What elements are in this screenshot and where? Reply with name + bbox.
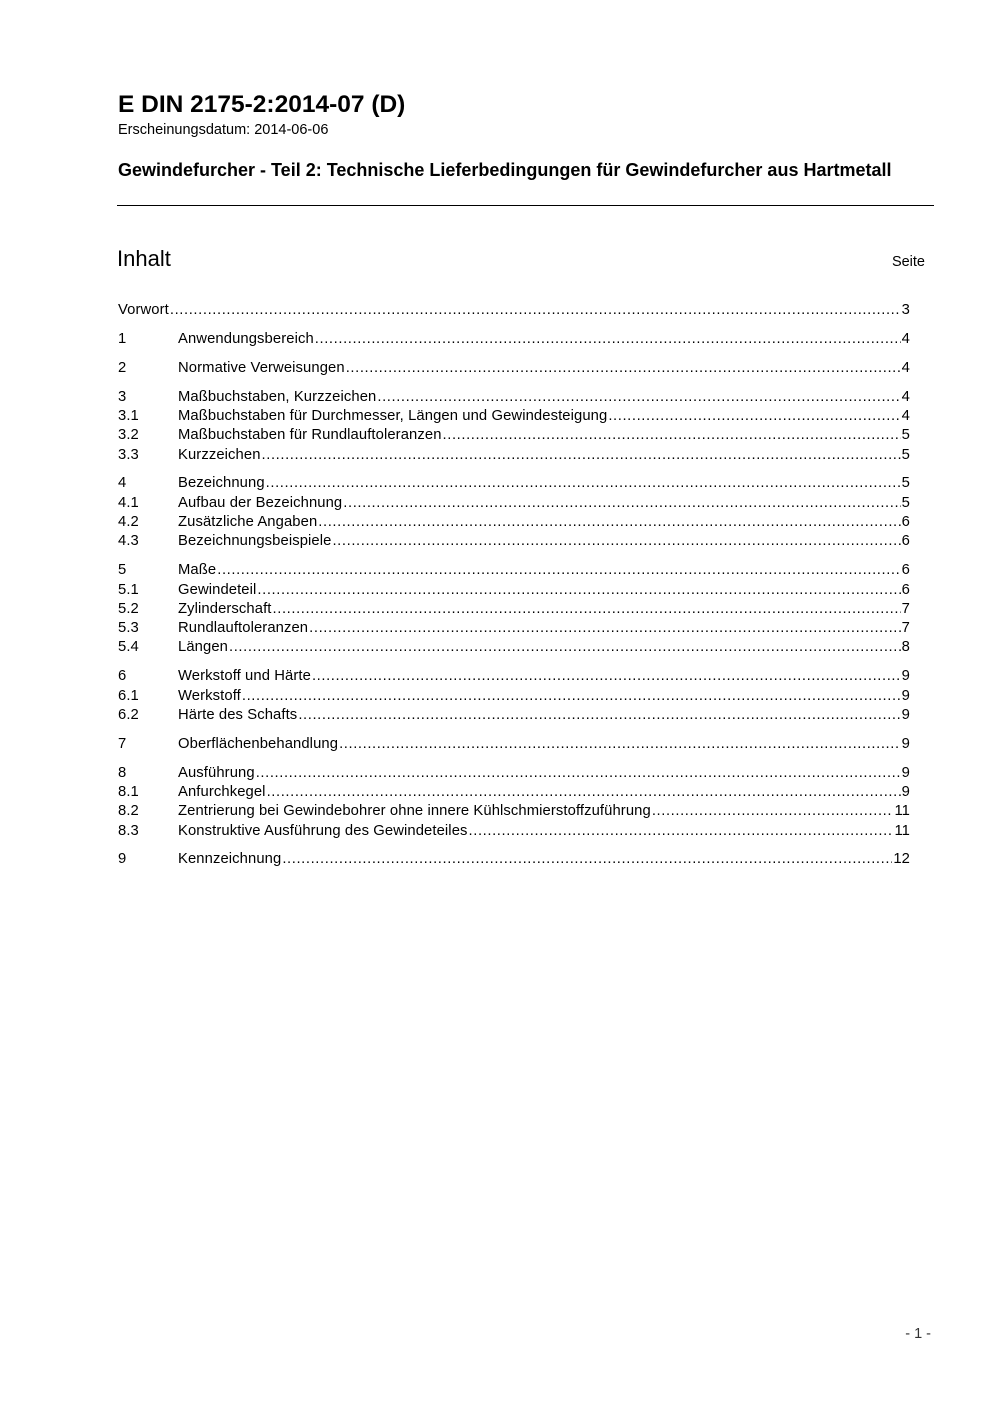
toc-entry[interactable] bbox=[118, 822, 910, 841]
toc-dot-leader bbox=[318, 513, 900, 532]
toc-entry-page: 3 bbox=[901, 302, 910, 318]
toc-entry-label[interactable]: Vorwort bbox=[118, 302, 169, 318]
toc-entry[interactable] bbox=[118, 802, 910, 821]
toc-entry-page: 11 bbox=[894, 822, 910, 839]
toc-entry-label[interactable]: Kennzeichnung bbox=[178, 851, 282, 868]
document-title: Gewindefurcher - Teil 2: Technische Lieferbedingungen für Gewindefurcher aus Hartmetall bbox=[118, 160, 892, 180]
toc-entry-number: 5 bbox=[118, 562, 127, 579]
toc-dot-leader bbox=[273, 600, 901, 619]
toc-entry-number: 5.3 bbox=[118, 620, 139, 637]
toc-entry[interactable] bbox=[118, 388, 910, 407]
toc-entry-label[interactable]: Werkstoff bbox=[178, 687, 241, 704]
toc-entry-label[interactable]: Bezeichnung bbox=[178, 475, 265, 492]
toc-entry[interactable] bbox=[118, 600, 910, 619]
toc-entry[interactable] bbox=[118, 301, 910, 320]
toc-dot-leader bbox=[262, 446, 901, 465]
toc-entry-page: 4 bbox=[901, 407, 910, 424]
toc-entry-number: 8.3 bbox=[118, 822, 139, 839]
toc-dot-leader bbox=[309, 619, 901, 638]
toc-entry-page: 12 bbox=[893, 851, 910, 868]
toc-dot-leader bbox=[346, 359, 901, 378]
toc-entry-label[interactable]: Ausführung bbox=[178, 764, 255, 781]
toc-dot-leader bbox=[443, 426, 901, 445]
toc-dot-leader bbox=[652, 802, 894, 821]
page-number: - 1 - bbox=[905, 1326, 931, 1342]
toc-entry-page: 9 bbox=[901, 764, 910, 781]
toc-entry-page: 5 bbox=[901, 427, 910, 444]
toc-entry[interactable] bbox=[118, 446, 910, 465]
publication-date: Erscheinungsdatum: 2014-06-06 bbox=[118, 122, 329, 138]
toc-entry-number: 3.2 bbox=[118, 427, 139, 444]
toc-entry-page: 4 bbox=[901, 388, 910, 405]
toc-entry-page: 6 bbox=[901, 562, 910, 579]
toc-entry-number: 6.2 bbox=[118, 706, 139, 723]
toc-entry-page: 5 bbox=[901, 475, 910, 492]
toc-entry-page: 11 bbox=[894, 803, 910, 820]
toc-entry[interactable] bbox=[118, 330, 910, 349]
toc-dot-leader bbox=[343, 494, 900, 513]
table-of-contents bbox=[118, 301, 910, 870]
toc-entry-label[interactable]: Anwendungsbereich bbox=[178, 330, 314, 347]
toc-entry-page: 6 bbox=[901, 514, 910, 531]
toc-entry-page: 9 bbox=[901, 668, 910, 685]
toc-entry[interactable] bbox=[118, 494, 910, 513]
toc-dot-leader bbox=[256, 764, 901, 783]
toc-dot-leader bbox=[312, 667, 901, 686]
toc-entry-number: 5.2 bbox=[118, 600, 139, 617]
toc-dot-leader bbox=[282, 850, 892, 869]
toc-entry-label[interactable]: Normative Verweisungen bbox=[178, 359, 345, 376]
toc-entry[interactable] bbox=[118, 638, 910, 657]
toc-entry-number: 5.4 bbox=[118, 639, 139, 656]
toc-entry-label[interactable]: Maßbuchstaben, Kurzzeichen bbox=[178, 388, 377, 405]
toc-entry-page: 9 bbox=[901, 706, 910, 723]
toc-dot-leader bbox=[339, 735, 901, 754]
toc-entry-number: 4.3 bbox=[118, 533, 139, 550]
toc-entry-number: 6 bbox=[118, 668, 127, 685]
toc-entry-number: 7 bbox=[118, 735, 127, 752]
toc-entry-number: 3.1 bbox=[118, 407, 139, 424]
toc-entry-page: 4 bbox=[901, 359, 910, 376]
toc-entry-page: 4 bbox=[901, 330, 910, 347]
toc-entry-page: 5 bbox=[901, 494, 910, 511]
toc-entry-number: 4.1 bbox=[118, 494, 139, 511]
toc-dot-leader bbox=[242, 687, 901, 706]
toc-entry[interactable] bbox=[118, 581, 910, 600]
toc-dot-leader bbox=[257, 581, 900, 600]
toc-entry-number: 3.3 bbox=[118, 446, 139, 463]
title-divider bbox=[117, 205, 934, 206]
toc-entry-label[interactable]: Bezeichnungsbeispiele bbox=[178, 533, 332, 550]
toc-dot-leader bbox=[267, 783, 901, 802]
toc-entry-label[interactable]: Konstruktive Ausführung des Gewindeteiles bbox=[178, 822, 468, 839]
toc-dot-leader bbox=[266, 474, 901, 493]
toc-entry[interactable] bbox=[118, 735, 910, 754]
toc-entry[interactable] bbox=[118, 850, 910, 869]
toc-entry-number: 5.1 bbox=[118, 581, 139, 598]
toc-dot-leader bbox=[469, 822, 894, 841]
toc-entry-page: 7 bbox=[901, 600, 910, 617]
toc-entry-page: 6 bbox=[901, 533, 910, 550]
toc-entry-number: 6.1 bbox=[118, 687, 139, 704]
toc-entry[interactable] bbox=[118, 532, 910, 551]
toc-entry[interactable] bbox=[118, 619, 910, 638]
toc-entry-label[interactable]: Werkstoff und Härte bbox=[178, 668, 311, 685]
toc-entry-label[interactable]: Maße bbox=[178, 562, 217, 579]
toc-entry[interactable] bbox=[118, 561, 910, 580]
toc-entry-label[interactable]: Gewindeteil bbox=[178, 581, 257, 598]
toc-entry-label[interactable]: Längen bbox=[178, 639, 228, 656]
toc-entry-label[interactable]: Zentrierung bei Gewindebohrer ohne innere Kühlschmierstoffzuführung bbox=[178, 803, 651, 820]
toc-entry-label[interactable]: Maßbuchstaben für Durchmesser, Längen und Gewindesteigung bbox=[178, 407, 608, 424]
toc-entry[interactable] bbox=[118, 426, 910, 445]
toc-entry-number: 3 bbox=[118, 388, 127, 405]
toc-entry-number: 1 bbox=[118, 330, 127, 347]
toc-entry[interactable] bbox=[118, 407, 910, 426]
toc-entry-number: 8.2 bbox=[118, 803, 139, 820]
toc-entry[interactable] bbox=[118, 783, 910, 802]
toc-entry-label[interactable]: Zusätzliche Angaben bbox=[178, 514, 318, 531]
toc-dot-leader bbox=[170, 301, 901, 320]
toc-dot-leader bbox=[217, 561, 900, 580]
toc-entry-label[interactable]: Härte des Schafts bbox=[178, 706, 298, 723]
toc-dot-leader bbox=[298, 706, 900, 725]
toc-entry-page: 9 bbox=[901, 735, 910, 752]
document-id: E DIN 2175-2:2014-07 (D) bbox=[118, 91, 406, 118]
toc-entry[interactable] bbox=[118, 359, 910, 378]
toc-entry[interactable] bbox=[118, 706, 910, 725]
toc-entry-number: 2 bbox=[118, 359, 127, 376]
toc-entry[interactable] bbox=[118, 687, 910, 706]
toc-dot-leader bbox=[377, 388, 900, 407]
toc-dot-leader bbox=[229, 638, 901, 657]
toc-entry[interactable] bbox=[118, 513, 910, 532]
toc-entry-label[interactable]: Zylinderschaft bbox=[178, 600, 272, 617]
toc-entry-page: 8 bbox=[901, 639, 910, 656]
toc-entry-number: 4 bbox=[118, 475, 127, 492]
toc-entry-page: 9 bbox=[901, 687, 910, 704]
toc-entry-number: 8.1 bbox=[118, 783, 139, 800]
toc-dot-leader bbox=[332, 532, 900, 551]
toc-entry-label[interactable]: Rundlauftoleranzen bbox=[178, 620, 309, 637]
toc-dot-leader bbox=[608, 407, 900, 426]
toc-entry-page: 7 bbox=[901, 620, 910, 637]
toc-entry-number: 4.2 bbox=[118, 514, 139, 531]
toc-entry-label[interactable]: Kurzzeichen bbox=[178, 446, 261, 463]
toc-entry-label[interactable]: Oberflächenbehandlung bbox=[178, 735, 339, 752]
toc-entry-page: 5 bbox=[901, 446, 910, 463]
toc-entry[interactable] bbox=[118, 667, 910, 686]
toc-entry[interactable] bbox=[118, 764, 910, 783]
toc-entry-page: 9 bbox=[901, 783, 910, 800]
toc-page-column-label: Seite bbox=[891, 254, 925, 270]
toc-entry[interactable] bbox=[118, 474, 910, 493]
toc-entry-label[interactable]: Maßbuchstaben für Rundlauftoleranzen bbox=[178, 427, 442, 444]
toc-entry-page: 6 bbox=[901, 581, 910, 598]
toc-entry-label[interactable]: Anfurchkegel bbox=[178, 783, 266, 800]
toc-entry-number: 9 bbox=[118, 851, 127, 868]
toc-entry-label[interactable]: Aufbau der Bezeichnung bbox=[178, 494, 343, 511]
toc-heading: Inhalt bbox=[117, 246, 171, 271]
toc-dot-leader bbox=[315, 330, 901, 349]
toc-entry-number: 8 bbox=[118, 764, 127, 781]
